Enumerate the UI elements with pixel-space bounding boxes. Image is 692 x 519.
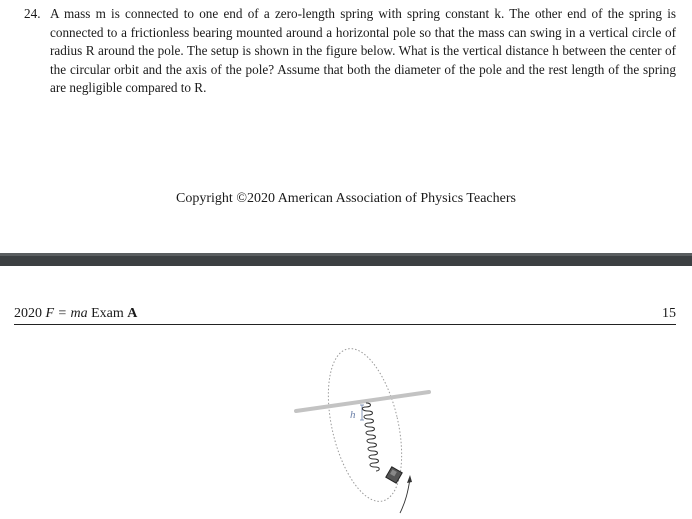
exam-title <box>14 306 137 322</box>
page-header <box>14 306 676 325</box>
exam-title-math: F = ma <box>45 306 88 321</box>
circular-orbit <box>315 345 414 508</box>
exam-version: A <box>127 306 138 321</box>
spring <box>362 403 379 471</box>
mass-block <box>386 467 402 483</box>
page-separator <box>0 253 692 266</box>
motion-arrow <box>400 475 412 513</box>
problem-number: 24. <box>24 6 41 21</box>
problem-text: A mass m is connected to one end of a zero-length spring with spring constant k. The other end of the spring is connected to a frictionless bearing mounted around a horizontal pole so that the mass can swing in a vertical circle of radius R around the pole. The setup is shown in the figure below. What is the vertical distance h between the center of the circular orbit and the axis of the pole? Assume that both the diameter of the pole and the rest length of the spring are negligible compared to R. <box>50 6 676 96</box>
exam-label: Exam <box>91 306 124 321</box>
exam-year: 2020 <box>14 306 42 321</box>
spring-pendulum-figure <box>290 345 440 517</box>
copyright-notice: Copyright ©2020 American Association of Physics Teachers <box>176 191 516 206</box>
problem-24 <box>24 5 676 98</box>
page-number: 15 <box>662 306 676 321</box>
page-top <box>0 0 692 253</box>
h-label: h <box>350 409 356 421</box>
